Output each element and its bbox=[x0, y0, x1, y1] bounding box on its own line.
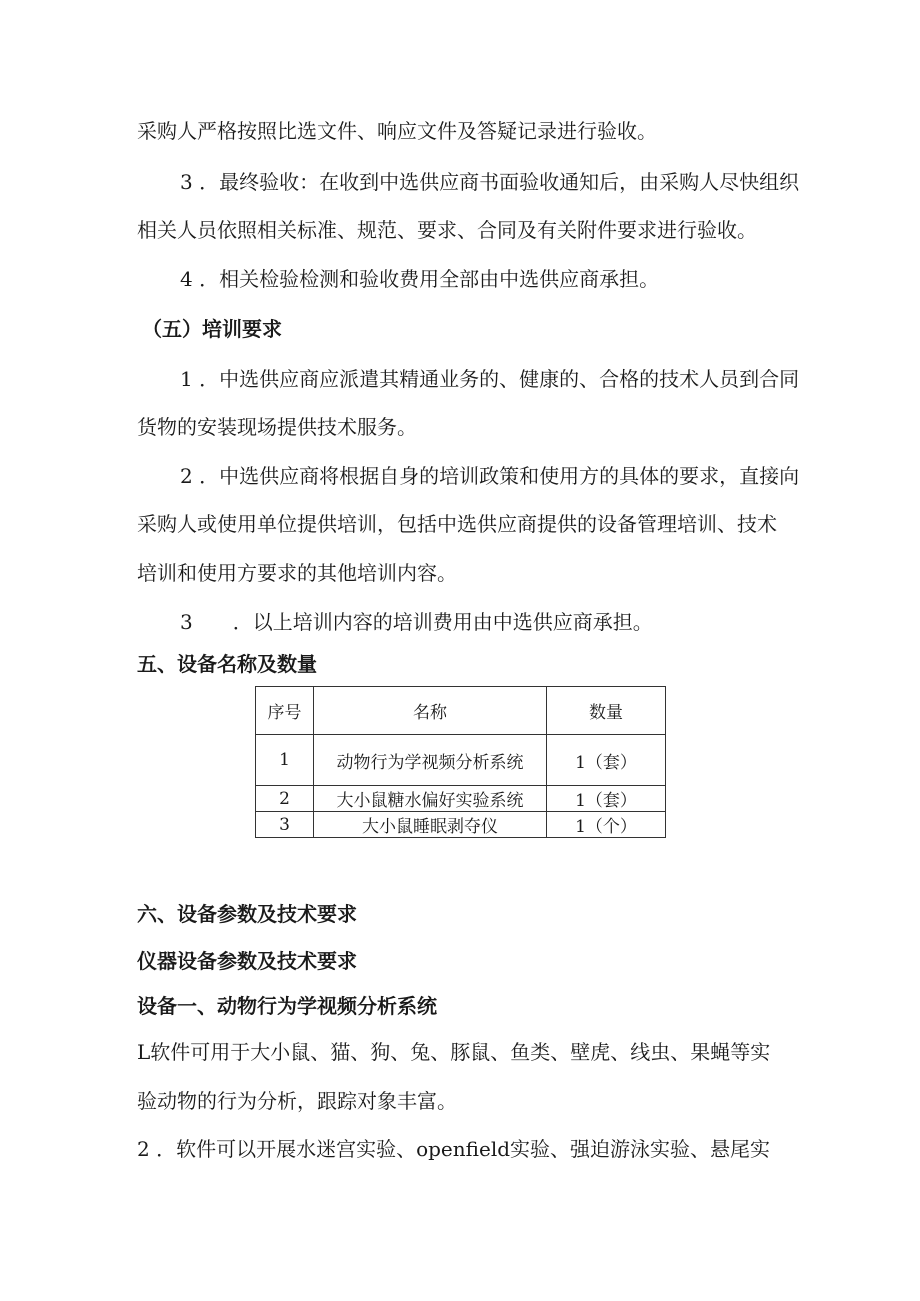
table-cell: 大小鼠睡眠剥夺仪 bbox=[314, 812, 547, 838]
paragraph-line: 相关人员依照相关标准、规范、要求、合同及有关附件要求进行验收。 bbox=[137, 218, 757, 242]
table-cell: 1（套） bbox=[547, 735, 666, 786]
table-cell: 动物行为学视频分析系统 bbox=[314, 735, 547, 786]
paragraph-line: 4 ．相关检验检测和验收费用全部由中选供应商承担。 bbox=[180, 267, 660, 291]
equipment-table bbox=[255, 686, 666, 838]
paragraph-line: 验动物的行为分析，跟踪对象丰富。 bbox=[137, 1089, 457, 1113]
section-heading-params: 六、设备参数及技术要求 bbox=[137, 902, 357, 926]
section-heading-device1: 设备一、动物行为学视频分析系统 bbox=[137, 994, 437, 1018]
table-cell: 1（个） bbox=[547, 812, 666, 838]
paragraph-line: 1 ．中选供应商应派遣其精通业务的、健康的、合格的技术人员到合同 bbox=[180, 367, 800, 391]
table-cell: 3 bbox=[256, 812, 314, 838]
table-cell: 大小鼠糖水偏好实验系统 bbox=[314, 786, 547, 812]
paragraph-line: 2 ．中选供应商将根据自身的培训政策和使用方的具体的要求，直接向 bbox=[180, 464, 800, 488]
paragraph-line: L软件可用于大小鼠、猫、狗、兔、豚鼠、鱼类、壁虎、线虫、果蝇等实 bbox=[137, 1040, 771, 1064]
paragraph-line: 货物的安装现场提供技术服务。 bbox=[137, 415, 417, 439]
table-cell: 1 bbox=[256, 735, 314, 786]
section-heading-equipment: 五、设备名称及数量 bbox=[137, 652, 317, 676]
paragraph-line: 3 ．以上培训内容的培训费用由中选供应商承担。 bbox=[180, 610, 653, 634]
header-cell: 数量 bbox=[547, 687, 666, 735]
table-cell: 1（套） bbox=[547, 786, 666, 812]
paragraph-line: 采购人严格按照比选文件、响应文件及答疑记录进行验收。 bbox=[137, 119, 657, 143]
section-heading-training: （五）培训要求 bbox=[142, 317, 282, 341]
paragraph-line: 2 ．软件可以开展水迷宫实验、openfield实验、强迫游泳实验、悬尾实 bbox=[137, 1137, 771, 1161]
section-heading-instrument: 仪器设备参数及技术要求 bbox=[137, 949, 357, 973]
header-cell: 序号 bbox=[256, 687, 314, 735]
paragraph-line: 采购人或使用单位提供培训，包括中选供应商提供的设备管理培训、技术 bbox=[137, 512, 777, 536]
table-row bbox=[256, 786, 666, 812]
table-cell: 2 bbox=[256, 786, 314, 812]
table-row bbox=[256, 735, 666, 786]
table-header-row bbox=[256, 687, 666, 735]
header-cell: 名称 bbox=[314, 687, 547, 735]
paragraph-line: 3 ．最终验收：在收到中选供应商书面验收通知后，由采购人尽快组织 bbox=[180, 170, 800, 194]
table-row bbox=[256, 812, 666, 838]
paragraph-line: 培训和使用方要求的其他培训内容。 bbox=[137, 561, 457, 585]
